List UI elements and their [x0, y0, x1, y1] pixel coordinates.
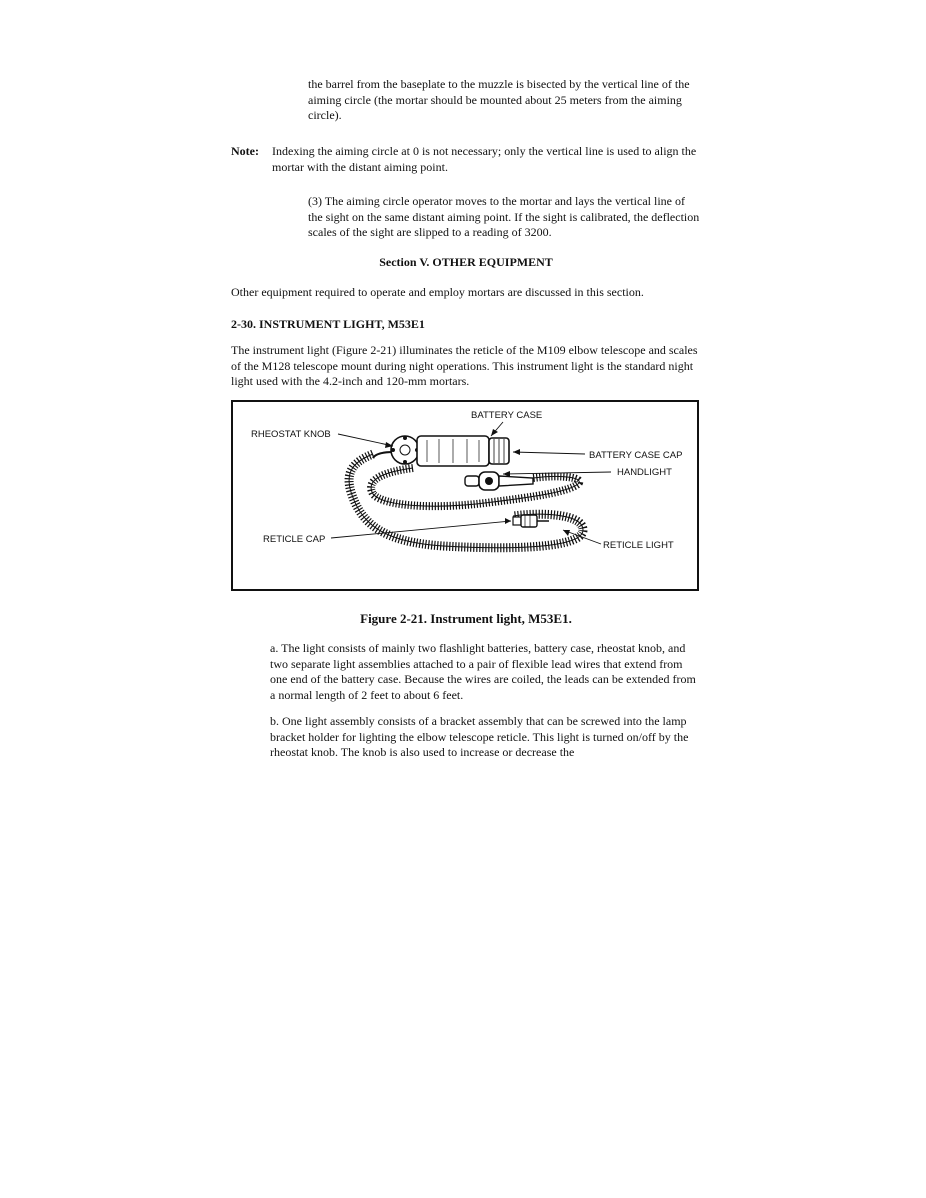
- label-rheostat-knob: RHEOSTAT KNOB: [251, 429, 331, 440]
- label-battery-case: BATTERY CASE: [471, 410, 543, 421]
- arrow-reticle-cap: [505, 518, 511, 524]
- subsection-heading: 2-30. INSTRUMENT LIGHT, M53E1: [231, 317, 425, 331]
- reticle-light: [513, 515, 549, 527]
- figure-instrument-light: [231, 400, 699, 591]
- arrow-reticle-light: [563, 530, 570, 536]
- leader-battery-cap: [513, 452, 585, 454]
- section-heading: Section V. OTHER EQUIPMENT: [379, 255, 553, 269]
- leader-handlight: [503, 472, 611, 474]
- paragraph-barrel: the barrel from the baseplate to the muzzle is bisected by the vertical line of the aiming circle (the mortar should be mounted about 25 meters from the aiming circle).: [308, 77, 690, 122]
- label-reticle-light: RETICLE LIGHT: [603, 540, 674, 551]
- handlight: [465, 472, 533, 490]
- lead-wire: [373, 452, 393, 458]
- label-battery-case-cap: BATTERY CASE CAP: [589, 450, 683, 461]
- arrow-battery-case: [491, 429, 498, 436]
- instrument-light-illustration: [233, 402, 697, 589]
- paragraph-a: a. The light consists of mainly two flashlight batteries, battery case, rheostat knob, and two separate light assemblies attached to a pair of flexible lead wires that extend from one end of the battery case. Because the wires are coiled, the leads can be extended from a normal length of 2 feet to about 6 feet.: [270, 641, 696, 702]
- coiled-cord-inner: [371, 468, 579, 506]
- paragraph-b: b. One light assembly consists of a bracket assembly that can be screwed into the lamp bracket holder for lighting the elbow telescope reticle. This light is turned on/off by the rheostat knob. The knob is also used to increase or decrease the: [270, 714, 689, 759]
- battery-case-cap: [489, 438, 509, 464]
- paragraph-instrument-light-intro: The instrument light (Figure 2-21) illuminates the reticle of the M109 elbow telescope and scales of the M128 telescope mount during night operations. This instrument light is the standard night light used with the 4.2-inch and 120-mm mortars.: [231, 343, 698, 388]
- figure-caption: Figure 2-21. Instrument light, M53E1.: [360, 611, 572, 626]
- label-reticle-cap: RETICLE CAP: [263, 534, 326, 545]
- paragraph-other-equipment: Other equipment required to operate and employ mortars are discussed in this section.: [231, 285, 644, 299]
- arrow-battery-cap: [513, 449, 520, 455]
- paragraph-step-3: (3) The aiming circle operator moves to the mortar and lays the vertical line of the sight on the same distant aiming point. If the sight is calibrated, the deflection scales of the sight are slipped to a reading of 3200.: [308, 194, 700, 239]
- battery-case: [417, 436, 489, 466]
- leader-rheostat: [338, 434, 393, 446]
- note-text: Indexing the aiming circle at 0 is not necessary; only the vertical line is used to align the mortar with the distant aiming point.: [272, 144, 697, 174]
- label-handlight: HANDLIGHT: [617, 467, 672, 478]
- leader-reticle-cap: [331, 521, 511, 538]
- note-label: Note:: [231, 144, 259, 158]
- rheostat-knob: [391, 436, 419, 464]
